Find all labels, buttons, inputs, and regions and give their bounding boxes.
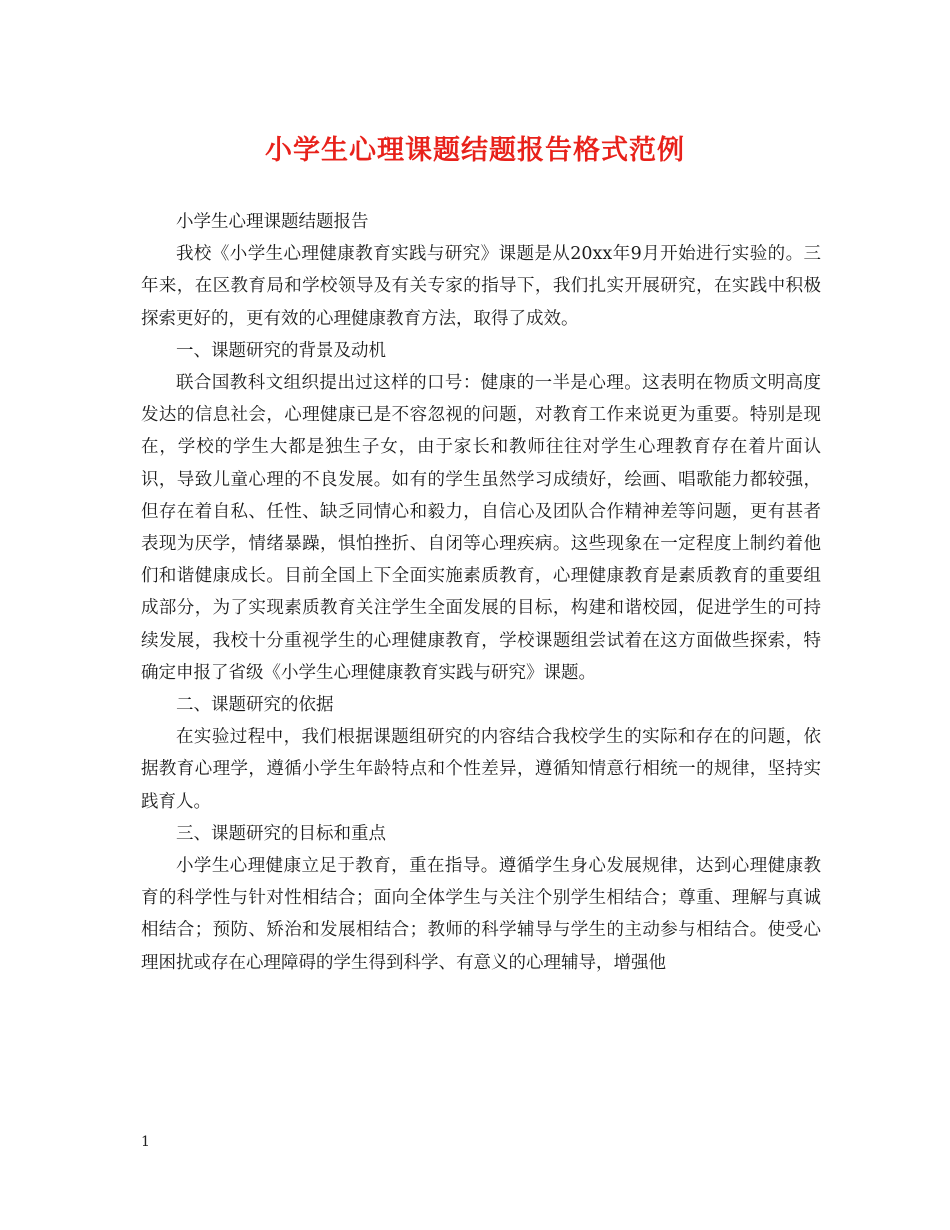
document-body	[141, 206, 821, 979]
section-heading-basis: 二、课题研究的依据	[176, 695, 334, 716]
section-heading-goals: 三、课题研究的目标和重点	[176, 823, 386, 844]
paragraph-report-heading: 小学生心理课题结题报告	[176, 212, 369, 232]
paragraph-basis: 在实验过程中，我们根据课题组研究的内容结合我校学生的实际和存在的问题，依据教育心理学，遵循小学生年龄特点和个性差异，遵循知情意行相统一的规律，坚持实践育人。	[141, 727, 821, 812]
paragraph-intro: 我校《小学生心理健康教育实践与研究》课题是从20xx年9月开始进行实验的。三年来，在区教育局和学校领导及有关专家的指导下，我们扎实开展研究，在实践中积极探索更好的，更有效的心理健康教育方法，取得了成效。	[141, 244, 821, 329]
section-heading-background: 一、课题研究的背景及动机	[176, 340, 386, 361]
page-number: 1	[141, 1134, 150, 1150]
paragraph-goals: 小学生心理健康立足于教育，重在指导。遵循学生身心发展规律，达到心理健康教育的科学性与针对性相结合；面向全体学生与关注个别学生相结合；尊重、理解与真诚相结合；预防、矫治和发展相结合；教师的科学辅导与学生的主动参与相结合。使受心理困扰或存在心理障碍的学生得到科学、有意义的心理辅导，增强他	[141, 856, 821, 973]
document-title: 小学生心理课题结题报告格式范例	[265, 135, 685, 166]
paragraph-background: 联合国教科文组织提出过这样的口号：健康的一半是心理。这表明在物质文明高度发达的信息社会，心理健康已是不容忽视的问题，对教育工作来说更为重要。特别是现在，学校的学生大都是独生子女，由于家长和教师往往对学生心理教育存在着片面认识，导致儿童心理的不良发展。如有的学生虽然学习成绩好，绘画、唱歌能力都较强，但存在着自私、任性、缺乏同情心和毅力，自信心及团队合作精神差等问题，更有甚者表现为厌学，情绪暴躁，惧怕挫折、自闭等心理疾病。这些现象在一定程度上制约着他们和谐健康成长。目前全国上下全面实施素质教育，心理健康教育是素质教育的重要组成部分，为了实现素质教育关注学生全面发展的目标，构建和谐校园，促进学生的可持续发展，我校十分重视学生的心理健康教育，学校课题组尝试着在这方面做些探索，特确定申报了省级《小学生心理健康教育实践与研究》课题。	[141, 373, 821, 683]
